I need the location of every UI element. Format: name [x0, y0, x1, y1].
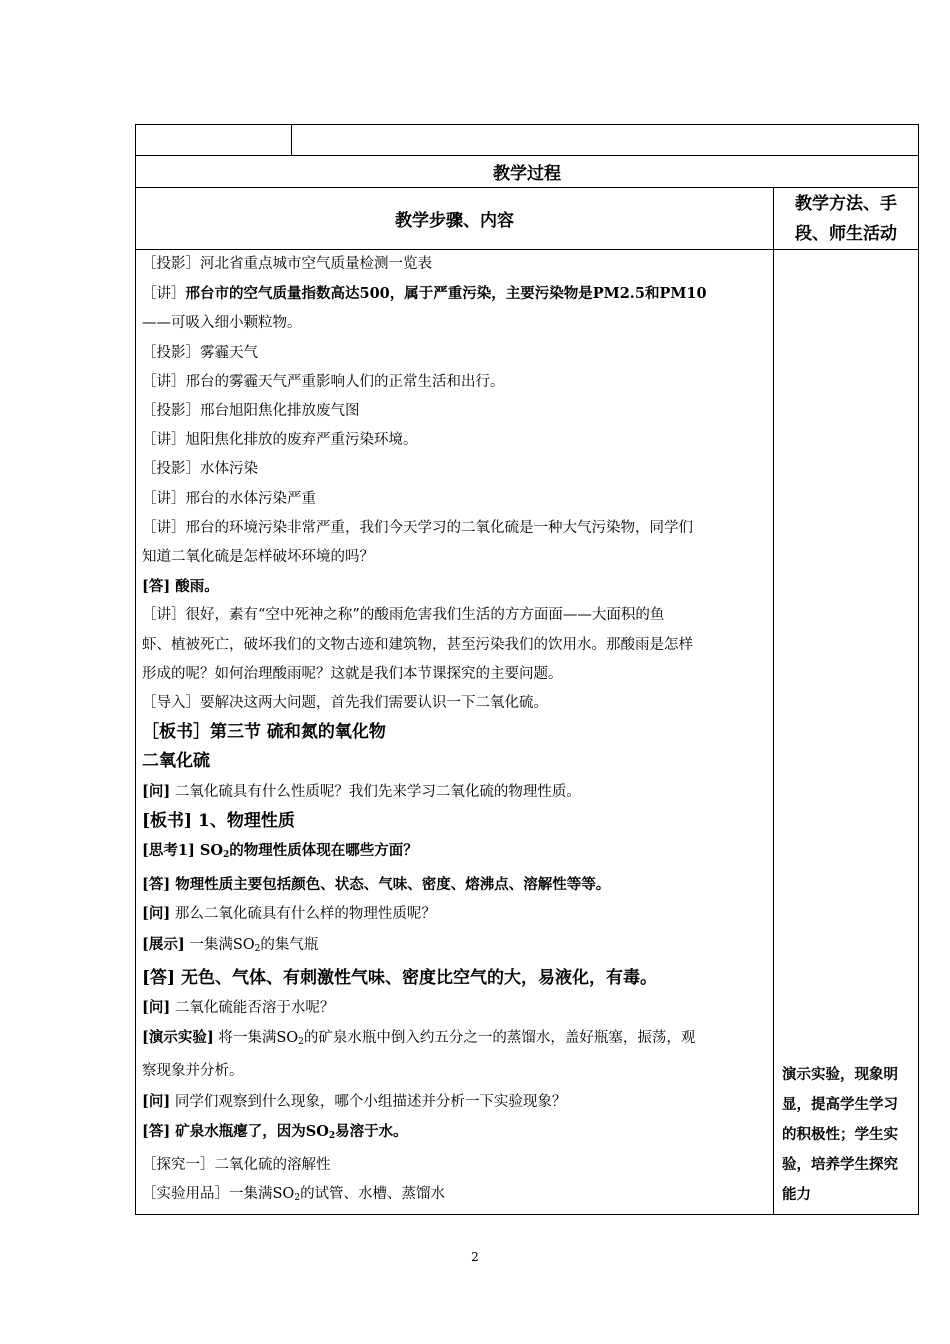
column-header-row: [136, 188, 919, 250]
line-question-3: [问] 二氧化硫能否溶于水呢？: [142, 999, 335, 1017]
line-lecture-6-cont-1: 虾、植被死亡，破坏我们的文物古迹和建筑物，甚至污染我们的饮用水。那酸雨是怎样: [142, 636, 693, 653]
line-question-2: [问] 那么二氧化硫具有什么样的物理性质呢？: [142, 905, 436, 923]
steps-column-header: 教学步骤、内容: [136, 188, 774, 250]
line-question-4: [问] 同学们观察到什么现象，哪个小组描述并分析一下实验现象？: [142, 1092, 567, 1110]
line-lecture-6: ［讲］很好，素有“空中死神之称”的酸雨危害我们生活的方方面面——大面积的鱼: [142, 607, 665, 624]
line-lecture-1: ［讲］邢台市的空气质量指数高达500，属于严重污染，主要污染物是PM2.5和PM10: [142, 285, 707, 303]
section-title: 教学过程: [136, 156, 919, 188]
methods-header-line-2: 段、师生活动: [795, 223, 897, 244]
line-inquiry-1: ［探究一］二氧化硫的溶解性: [142, 1157, 331, 1174]
line-board-1: ［板书］第三节 硫和氮的氧化物: [142, 722, 386, 743]
title-row: [136, 156, 919, 188]
blank-cell-right: [292, 125, 919, 156]
page-number: 2: [471, 1250, 479, 1264]
line-demo-experiment: [演示实验] 将一集满$SO_2$的矿泉水瓶中倒入约五分之一的蒸馏水，盖好瓶塞，振荡，观: [142, 1029, 696, 1048]
content-row: [136, 250, 919, 1215]
line-think-1: [思考1] $SO_2$的物理性质体现在哪些方面？: [142, 842, 418, 861]
line-answer-2: [答] 物理性质主要包括颜色、状态、气味、密度、熔沸点、溶解性等等。: [142, 876, 611, 894]
methods-column-header: [774, 188, 919, 250]
line-answer-1: [答] 酸雨。: [142, 578, 219, 596]
line-lecture-3: ［讲］旭阳焦化排放的废弃严重污染环境。: [142, 432, 418, 449]
line-lecture-5-cont: 知道二氧化硫是怎样破坏环境的吗？: [142, 549, 374, 566]
blank-header-row: [136, 125, 919, 156]
line-lecture-6-cont-2: 形成的呢？如何治理酸雨呢？这就是我们本节课探究的主要问题。: [142, 665, 563, 682]
line-projection-2: ［投影］雾霾天气: [142, 344, 258, 361]
teaching-method-note: 演示实验，现象明显，提高学生学习的积极性；学生实验，培养学生探究能力: [782, 1065, 898, 1203]
line-lecture-2: ［讲］邢台的雾霾天气严重影响人们的正常生活和出行。: [142, 373, 505, 390]
methods-header-line-1: 教学方法、手: [795, 193, 897, 214]
line-lecture-1-cont: ——可吸入细小颗粒物。: [142, 315, 302, 332]
line-materials: ［实验用品］一集满$SO_2$的试管、水槽、蒸馏水: [142, 1186, 446, 1204]
line-projection-3: ［投影］邢台旭阳焦化排放废气图: [142, 403, 360, 420]
line-show: [展示] 一集满$SO_2$的集气瓶: [142, 935, 319, 954]
lesson-table: [135, 124, 919, 1215]
blank-cell-left: [136, 125, 292, 156]
methods-content-cell: [774, 250, 919, 1215]
line-answer-4: [答] 矿泉水瓶瘪了，因为$SO_2$易溶于水。: [142, 1122, 408, 1141]
steps-content-cell: [136, 250, 774, 1215]
line-projection-4: ［投影］水体污染: [142, 461, 258, 478]
line-board-2: [板书] 1、物理性质: [142, 810, 295, 831]
line-projection-1: ［投影］河北省重点城市空气质量检测一览表: [142, 256, 432, 272]
line-demo-experiment-cont: 察现象并分析。: [142, 1063, 244, 1080]
line-introduction: ［导入］要解决这两大问题，首先我们需要认识一下二氧化硫。: [142, 695, 548, 712]
line-lecture-5: ［讲］邢台的环境污染非常严重，我们今天学习的二氧化硫是一种大气污染物，同学们: [142, 519, 693, 536]
line-question-1: [问] 二氧化硫具有什么性质呢？我们先来学习二氧化硫的物理性质。: [142, 782, 581, 800]
line-lecture-4: ［讲］邢台的水体污染严重: [142, 490, 316, 507]
line-board-subtitle: 二氧化硫: [142, 751, 210, 772]
line-answer-3: [答] 无色、气体、有刺激性气味、密度比空气的大，易液化，有毒。: [142, 967, 658, 988]
